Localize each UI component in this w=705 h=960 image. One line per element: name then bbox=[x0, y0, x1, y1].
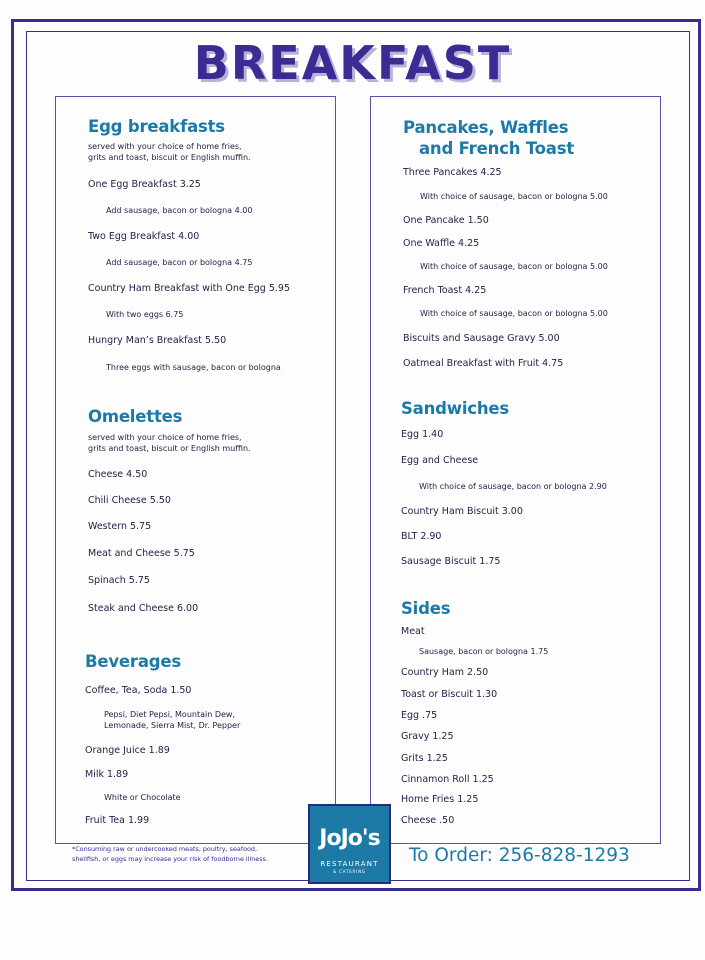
menu-item: Egg and Cheese bbox=[401, 455, 479, 466]
menu-item: Western 5.75 bbox=[88, 521, 152, 532]
menu-item: Home Fries 1.25 bbox=[401, 794, 479, 805]
menu-item: Milk 1.89 bbox=[85, 769, 129, 780]
pancakes-heading-line1: Pancakes, Waffles bbox=[403, 118, 569, 137]
menu-item-option: Add sausage, bacon or bologna 4.00 bbox=[106, 206, 253, 215]
egg-breakfasts-desc-line2: grits and toast, biscuit or English muffin. bbox=[88, 153, 251, 162]
menu-item: Country Ham 2.50 bbox=[401, 667, 489, 678]
beverages-heading: Beverages bbox=[85, 652, 182, 671]
menu-item: Egg 1.40 bbox=[401, 429, 444, 440]
menu-item: Cheese .50 bbox=[401, 815, 455, 826]
logo-subtitle-small: & CATERING bbox=[333, 869, 366, 874]
disclaimer-line2: shellfish, or eggs may increase your risk of foodborne illness. bbox=[72, 854, 268, 863]
logo-name: JoJo's bbox=[319, 826, 380, 851]
menu-item: Sausage Biscuit 1.75 bbox=[401, 556, 501, 567]
omelettes-heading: Omelettes bbox=[88, 407, 183, 426]
menu-item: Country Ham Biscuit 3.00 bbox=[401, 506, 523, 517]
menu-item: French Toast 4.25 bbox=[403, 285, 487, 296]
menu-item-option: With choice of sausage, bacon or bologna 5.00 bbox=[420, 192, 608, 201]
menu-item: One Egg Breakfast 3.25 bbox=[88, 179, 201, 190]
menu-item: Fruit Tea 1.99 bbox=[85, 815, 150, 826]
foodborne-disclaimer bbox=[72, 845, 268, 864]
disclaimer-line1: *Consuming raw or undercooked meats, poultry, seafood, bbox=[72, 845, 257, 853]
menu-item-option: White or Chocolate bbox=[104, 793, 181, 802]
page-title: BREAKFAST bbox=[193, 36, 512, 90]
menu-item: One Waffle 4.25 bbox=[403, 238, 480, 249]
order-phone: To Order: 256-828-1293 bbox=[409, 845, 630, 866]
menu-item: Steak and Cheese 6.00 bbox=[88, 603, 199, 614]
sandwiches-heading: Sandwiches bbox=[401, 399, 510, 418]
menu-item: Country Ham Breakfast with One Egg 5.95 bbox=[88, 283, 291, 294]
menu-item-option: With choice of sausage, bacon or bologna 5.00 bbox=[420, 309, 608, 318]
omelettes-desc-line2: grits and toast, biscuit or English muffin. bbox=[88, 444, 251, 453]
menu-item: One Pancake 1.50 bbox=[403, 215, 489, 226]
logo-subtitle: RESTAURANT bbox=[320, 860, 379, 868]
sides-heading: Sides bbox=[401, 599, 451, 618]
omelettes-desc-line1: served with your choice of home fries, bbox=[88, 433, 242, 442]
menu-item: Meat and Cheese 5.75 bbox=[88, 548, 195, 559]
menu-item: Gravy 1.25 bbox=[401, 731, 454, 742]
menu-item: Grits 1.25 bbox=[401, 753, 448, 764]
menu-item: Toast or Biscuit 1.30 bbox=[401, 689, 498, 700]
menu-item: Meat bbox=[401, 626, 425, 637]
egg-breakfasts-desc-line1: served with your choice of home fries, bbox=[88, 142, 242, 151]
menu-item-option: Add sausage, bacon or bologna 4.75 bbox=[106, 258, 253, 267]
egg-breakfasts-heading: Egg breakfasts bbox=[88, 117, 225, 136]
menu-item: Cinnamon Roll 1.25 bbox=[401, 774, 494, 785]
menu-item: Biscuits and Sausage Gravy 5.00 bbox=[403, 333, 560, 344]
menu-item: Chili Cheese 5.50 bbox=[88, 495, 171, 506]
menu-item: Egg .75 bbox=[401, 710, 438, 721]
menu-item: Oatmeal Breakfast with Fruit 4.75 bbox=[403, 358, 564, 369]
pancakes-heading-line2: and French Toast bbox=[419, 139, 575, 158]
menu-item: Three Pancakes 4.25 bbox=[403, 167, 502, 178]
menu-item: BLT 2.90 bbox=[401, 531, 442, 542]
menu-item: Two Egg Breakfast 4.00 bbox=[88, 231, 200, 242]
jojos-logo bbox=[308, 804, 391, 884]
menu-item: Cheese 4.50 bbox=[88, 469, 148, 480]
menu-item-option: Three eggs with sausage, bacon or bologna bbox=[106, 363, 281, 372]
menu-item-option: Pepsi, Diet Pepsi, Mountain Dew, bbox=[104, 710, 235, 719]
menu-item-option: Lemonade, Sierra Mist, Dr. Pepper bbox=[104, 721, 241, 730]
menu-item: Hungry Man’s Breakfast 5.50 bbox=[88, 335, 227, 346]
menu-item-option: With choice of sausage, bacon or bologna 5.00 bbox=[420, 262, 608, 271]
menu-item-option: With two eggs 6.75 bbox=[106, 310, 184, 319]
menu-item: Coffee, Tea, Soda 1.50 bbox=[85, 685, 192, 696]
menu-item: Spinach 5.75 bbox=[88, 575, 150, 586]
menu-item: Orange Juice 1.89 bbox=[85, 745, 170, 756]
menu-item-option: Sausage, bacon or bologna 1.75 bbox=[419, 647, 549, 656]
menu-item-option: With choice of sausage, bacon or bologna 2.90 bbox=[419, 482, 607, 491]
